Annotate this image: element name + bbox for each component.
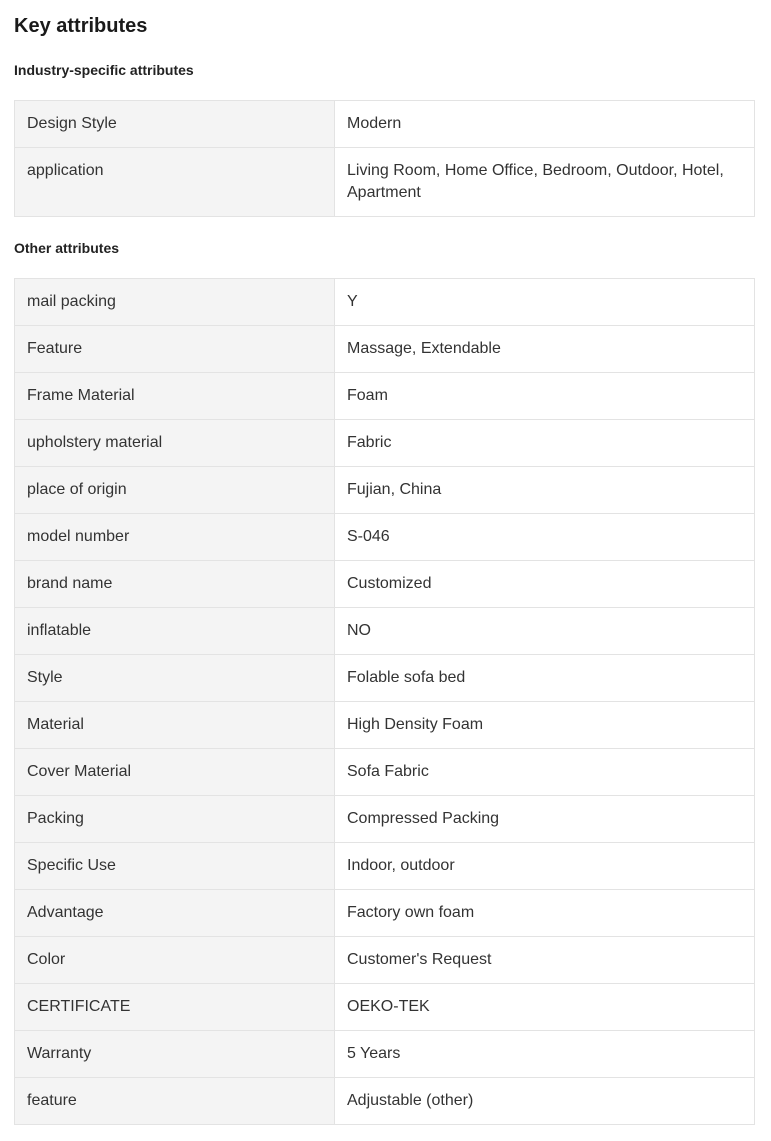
attribute-value: Fabric (335, 420, 755, 467)
table-row (15, 279, 755, 326)
attribute-value: High Density Foam (335, 702, 755, 749)
table-row (15, 467, 755, 514)
attribute-value: Massage, Extendable (335, 326, 755, 373)
attribute-value: Customized (335, 561, 755, 608)
table-row (15, 514, 755, 561)
attribute-key: feature (15, 1078, 335, 1125)
table-row (15, 796, 755, 843)
attribute-value: Living Room, Home Office, Bedroom, Outdoor, Hotel, Apartment (335, 148, 755, 217)
table-row (15, 101, 755, 148)
other-attributes-table (14, 278, 755, 1125)
attribute-value: Folable sofa bed (335, 655, 755, 702)
other-attributes-title: Other attributes (14, 240, 120, 256)
attribute-key: model number (15, 514, 335, 561)
attribute-value: OEKO-TEK (335, 984, 755, 1031)
attribute-value: Fujian, China (335, 467, 755, 514)
attribute-value: Foam (335, 373, 755, 420)
industry-attributes-table (14, 100, 755, 217)
table-row (15, 373, 755, 420)
table-row (15, 843, 755, 890)
attribute-value: Modern (335, 101, 755, 148)
attribute-key: Design Style (15, 101, 335, 148)
attribute-key: Advantage (15, 890, 335, 937)
table-row (15, 984, 755, 1031)
table-row (15, 702, 755, 749)
attribute-key: mail packing (15, 279, 335, 326)
attribute-value: NO (335, 608, 755, 655)
attribute-key: Cover Material (15, 749, 335, 796)
table-row (15, 326, 755, 373)
attribute-key: upholstery material (15, 420, 335, 467)
attribute-key: Material (15, 702, 335, 749)
attribute-value: S-046 (335, 514, 755, 561)
attribute-key: Warranty (15, 1031, 335, 1078)
table-row (15, 1031, 755, 1078)
attribute-key: application (15, 148, 335, 217)
table-row (15, 148, 755, 217)
attribute-key: brand name (15, 561, 335, 608)
attribute-key: Color (15, 937, 335, 984)
table-row (15, 937, 755, 984)
table-row (15, 749, 755, 796)
attribute-key: Packing (15, 796, 335, 843)
attribute-key: CERTIFICATE (15, 984, 335, 1031)
industry-attributes-title: Industry-specific attributes (14, 62, 194, 78)
attribute-key: inflatable (15, 608, 335, 655)
attribute-key: Style (15, 655, 335, 702)
attribute-key: Frame Material (15, 373, 335, 420)
attribute-key: Feature (15, 326, 335, 373)
table-row (15, 608, 755, 655)
attribute-value: Adjustable (other) (335, 1078, 755, 1125)
attribute-value: Compressed Packing (335, 796, 755, 843)
attribute-value: Y (335, 279, 755, 326)
attribute-value: 5 Years (335, 1031, 755, 1078)
table-row (15, 420, 755, 467)
attribute-key: place of origin (15, 467, 335, 514)
page-title: Key attributes (14, 15, 148, 37)
table-row (15, 1078, 755, 1125)
table-row (15, 561, 755, 608)
attribute-value: Sofa Fabric (335, 749, 755, 796)
table-row (15, 655, 755, 702)
attribute-value: Factory own foam (335, 890, 755, 937)
attribute-value: Customer's Request (335, 937, 755, 984)
table-row (15, 890, 755, 937)
attribute-value: Indoor, outdoor (335, 843, 755, 890)
attribute-key: Specific Use (15, 843, 335, 890)
